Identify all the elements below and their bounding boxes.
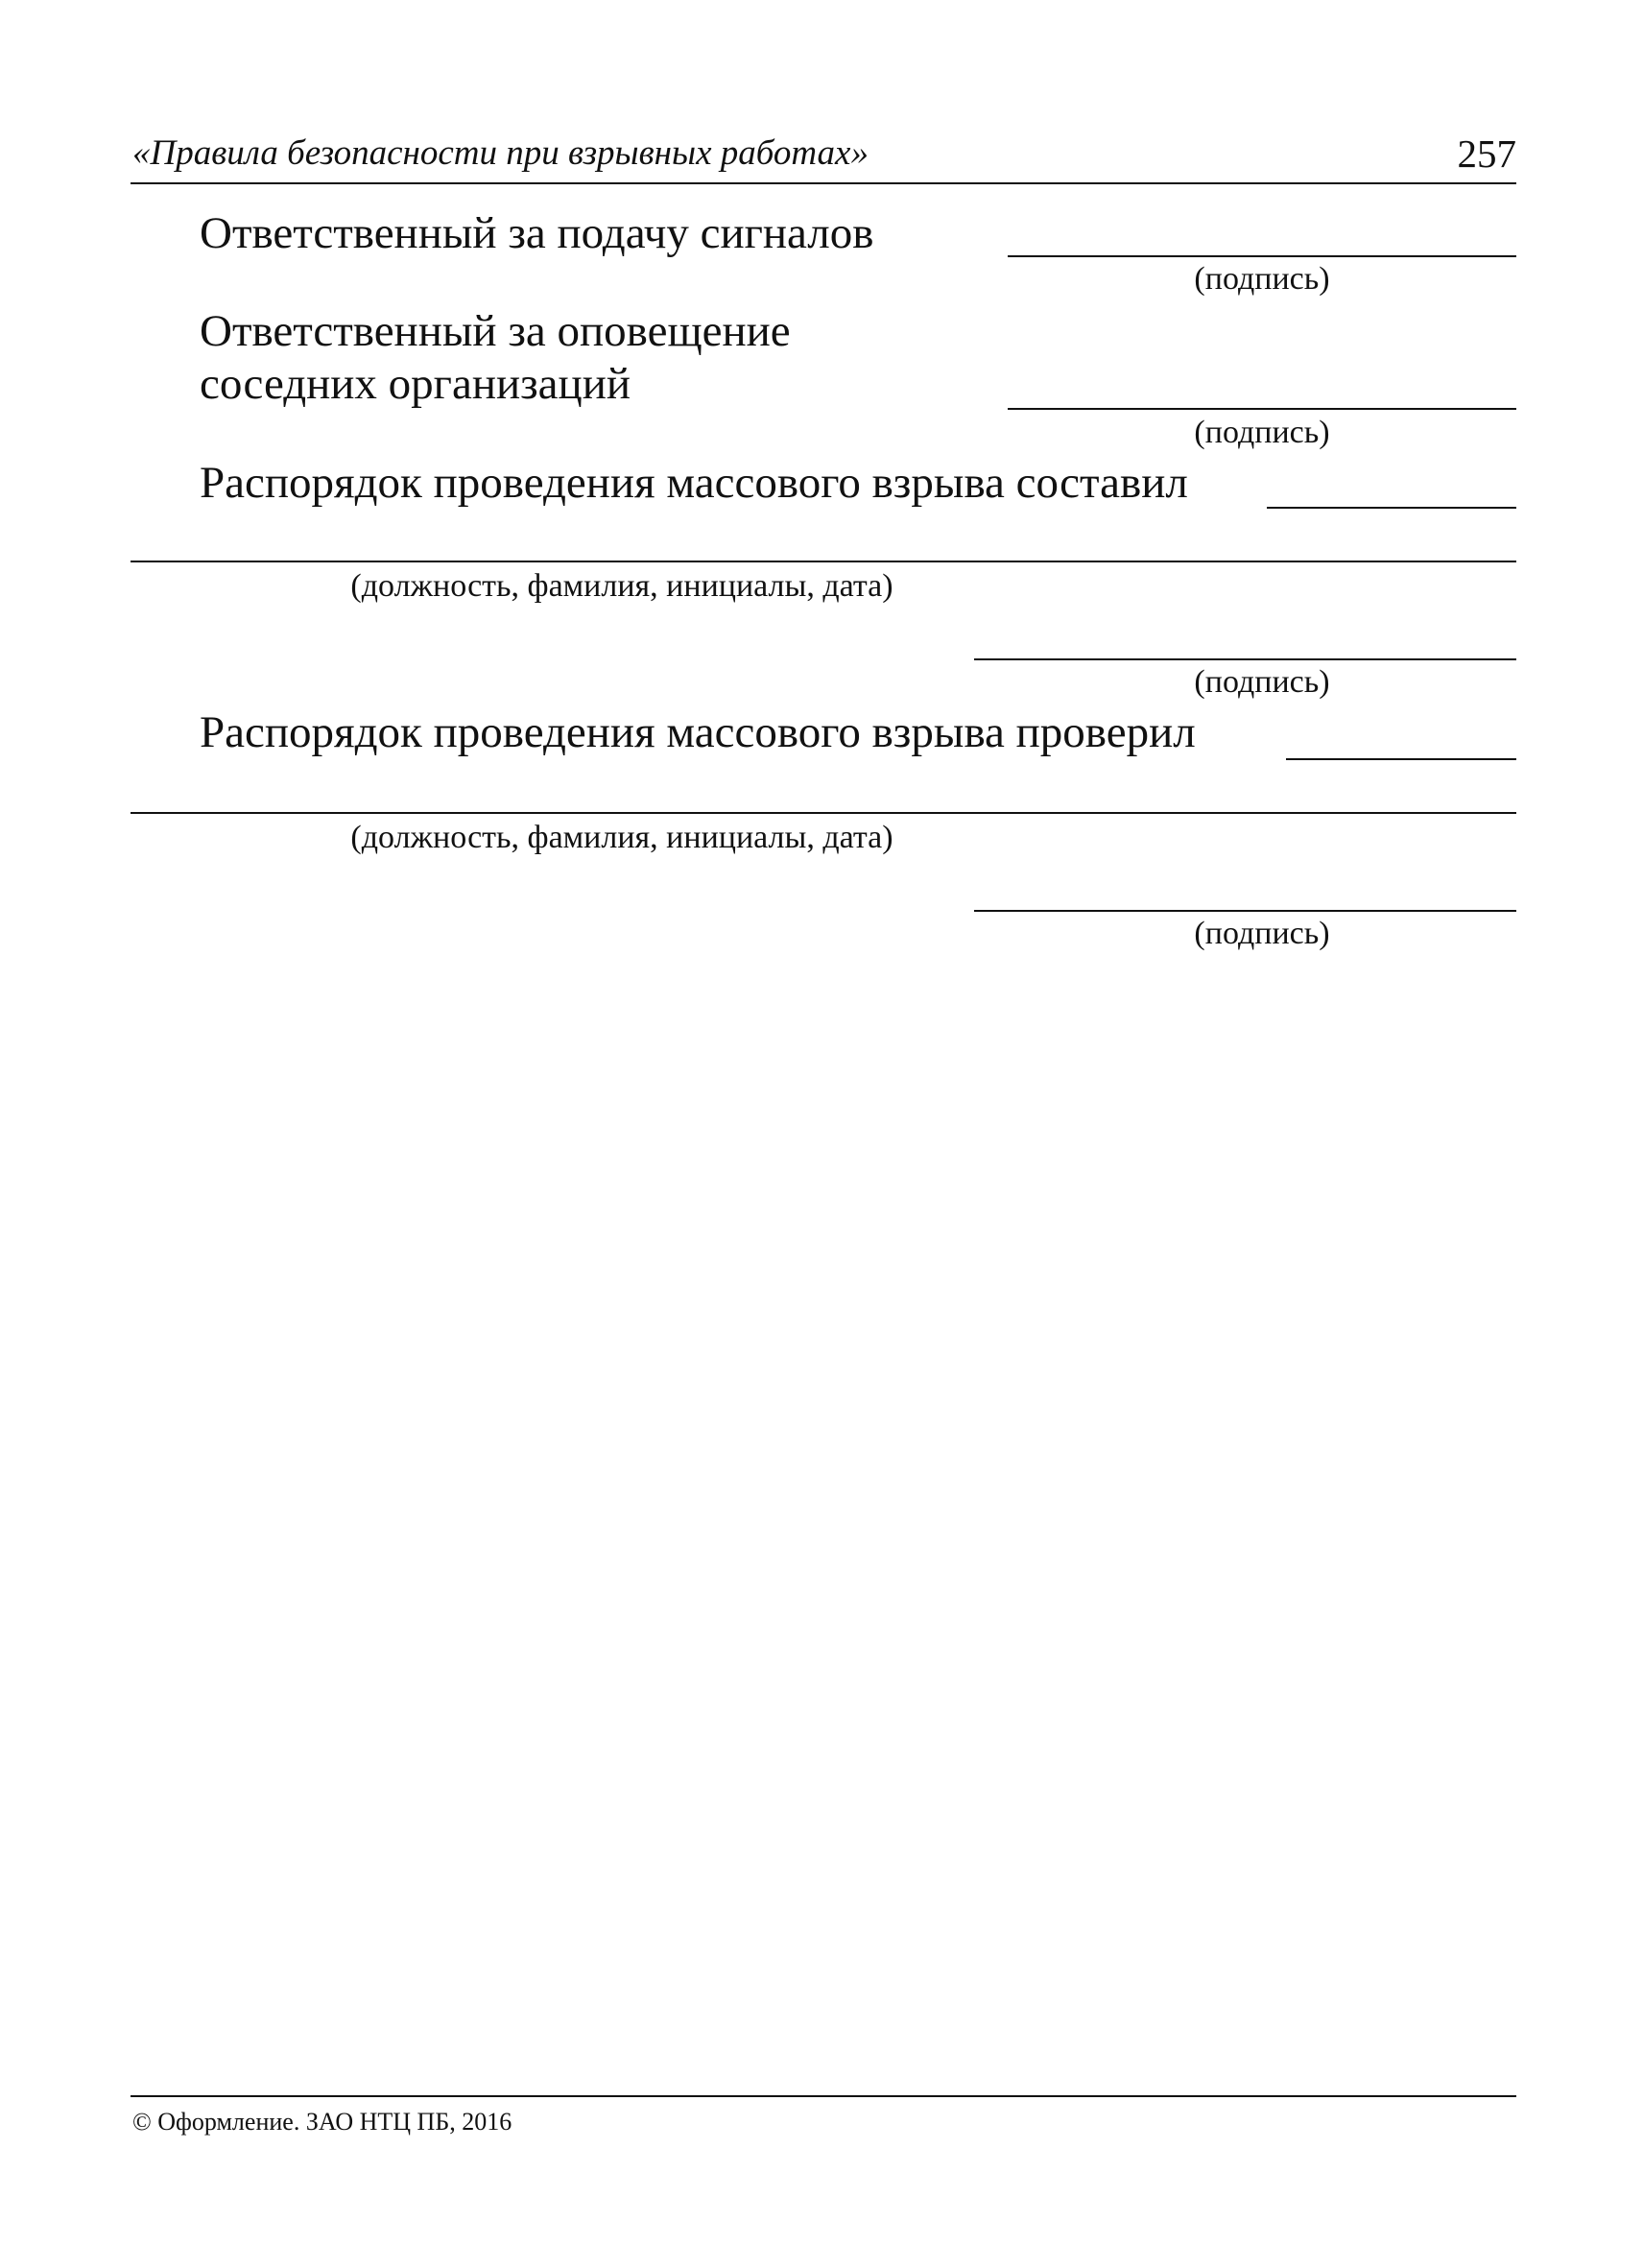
footer-copyright: © Оформление. ЗАО НТЦ ПБ, 2016 xyxy=(132,2108,512,2136)
checked-by-label: Распорядок проведения массового взрыва проверил xyxy=(200,707,1196,757)
composed-by-label: Распорядок проведения массового взрыва составил xyxy=(200,458,1188,508)
signals-responsible-label: Ответственный за подачу сигналов xyxy=(200,208,874,258)
composed-by-inline-line xyxy=(1267,507,1516,509)
signals-signature-caption: (подпись) xyxy=(1194,261,1330,297)
checked-details-line xyxy=(131,812,1516,814)
checked-by-inline-line xyxy=(1286,758,1516,760)
page-number: 257 xyxy=(1457,131,1516,176)
composed-details-caption: (должность, фамилия, инициалы, дата) xyxy=(350,568,893,604)
running-header-title: «Правила безопасности при взрывных работах» xyxy=(132,133,869,173)
footer-divider xyxy=(131,2095,1516,2097)
checked-details-caption: (должность, фамилия, инициалы, дата) xyxy=(350,820,893,855)
header-divider xyxy=(131,182,1516,184)
notification-responsible-label-line1: Ответственный за оповещение xyxy=(200,306,791,356)
notification-signature-caption: (подпись) xyxy=(1194,415,1330,450)
notification-responsible-label-line2: соседних организаций xyxy=(200,359,631,409)
composed-signature-line xyxy=(974,658,1516,660)
composed-signature-caption: (подпись) xyxy=(1194,664,1330,700)
checked-signature-line xyxy=(974,910,1516,912)
notification-signature-line xyxy=(1008,408,1516,410)
composed-details-line xyxy=(131,561,1516,562)
signals-signature-line xyxy=(1008,255,1516,257)
checked-signature-caption: (подпись) xyxy=(1194,916,1330,951)
